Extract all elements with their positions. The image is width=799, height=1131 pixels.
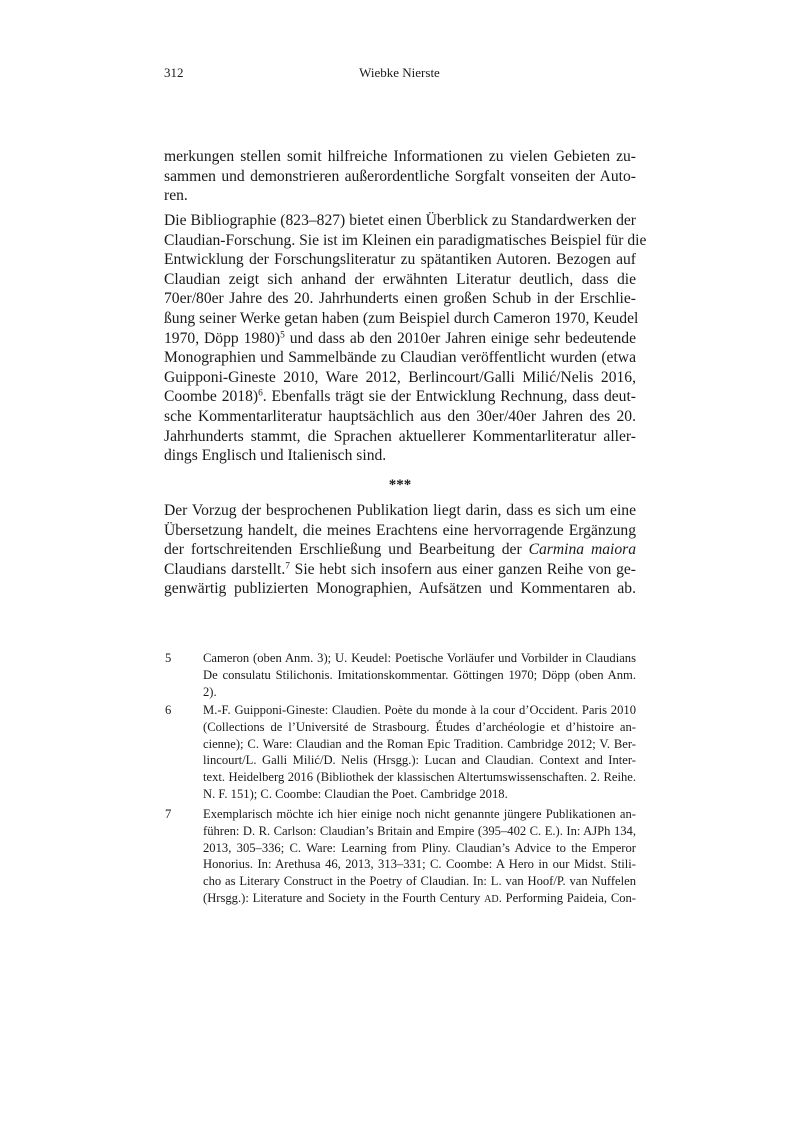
text-line [164, 540, 636, 560]
paragraph [164, 501, 636, 599]
text-line: genwärtig publizierten Monographien, Aufsätzen und Kommentaren ab. [164, 580, 636, 598]
text-segment: Coombe 2018) [164, 388, 259, 406]
text-line: Übersetzung handelt, die meines Erachtens eine hervorragende Ergänzung [164, 521, 636, 539]
text-line: ren. [164, 187, 188, 205]
text-line: M.-F. Guipponi-Gineste: Claudien. Poète du monde à la cour d’Occident. Paris 2010 [203, 703, 636, 717]
text-line: De consulatu Stilichonis. Imitationskommentar. Göttingen 1970; Döpp (oben Anm. [203, 667, 636, 682]
text-line: Entwicklung der Forschungsliteratur zu spätantiken Autoren. Bezogen auf [164, 251, 636, 269]
section-separator: *** [388, 477, 412, 493]
text-segment: der fortschreitenden Erschließung und Bearbeitung der [164, 541, 529, 559]
text-line: dings Englisch und Italienisch sind. [164, 447, 387, 465]
paragraph [164, 211, 647, 466]
text-line: Der Vorzug der besprochenen Publikation liegt darin, dass es sich um eine [164, 502, 636, 519]
footnote-ref: 6 [258, 388, 263, 399]
footnote-number: 5 [165, 651, 172, 665]
page-number: 312 [164, 65, 184, 80]
text-segment: . Ebenfalls trägt sie der Entwicklung Rechnung, dass deut- [262, 388, 636, 406]
text-segment: Claudians darstellt. [164, 560, 286, 578]
text-line: Claudian-Forschung. Sie ist im Kleinen ein paradigmatisches Beispiel für die [164, 231, 647, 249]
footnote-number: 7 [165, 807, 172, 821]
text-line: führen: D. R. Carlson: Claudian’s Britain and Empire (395–402 C. E.). In: AJPh 134, [203, 823, 636, 838]
text-line: Honorius. In: Arethusa 46, 2013, 313–331; C. Coombe: A Hero in our Midst. Stili- [203, 857, 636, 872]
text-line: N. F. 151); C. Coombe: Claudian the Poet. Cambridge 2018. [203, 786, 508, 801]
italic-text: Carmina maiora [528, 541, 637, 559]
text-line: 2). [203, 684, 217, 699]
text-line: (Collections de l’Université de Strasbourg. Études d’archéologie et d’histoire an- [203, 719, 636, 734]
text-segment: AD [484, 893, 499, 905]
text-segment: (Hrsgg.): Literature and Society in the Fourth Century [203, 890, 485, 905]
text-line: 70er/80er Jahre des 20. Jahrhunderts einen großen Schub in der Erschlie- [164, 290, 636, 308]
text-line: Jahrhunderts stammt, die Sprachen aktuellerer Kommentarliteratur aller- [164, 427, 636, 445]
text-line [164, 329, 636, 349]
text-line: Monographien und Sammelbände zu Claudian veröffentlicht wurden (etwa [164, 349, 636, 367]
text-line: sammen und demonstrieren außerordentliche Sorgfalt vonseiten der Auto- [164, 167, 636, 185]
footnote-text [203, 806, 636, 909]
text-line [164, 560, 636, 580]
text-line: Claudian zeigt sich anhand der erwähnten Literatur deutlich, dass die [164, 270, 636, 288]
footnote-number: 6 [165, 703, 172, 717]
text-line: Guipponi-Gineste 2010, Ware 2012, Berlincourt/Galli Milić/Nelis 2016, [164, 368, 636, 386]
text-line: cienne); C. Ware: Claudian and the Roman Epic Tradition. Cambridge 2012; V. Ber- [203, 736, 636, 751]
text-line: ßung seiner Werke getan haben (zum Beispiel durch Cameron 1970, Keudel [164, 309, 639, 327]
text-line: Die Bibliographie (823–827) bietet einen Überblick zu Standardwerken der [164, 212, 636, 229]
text-line: Exemplarisch möchte ich hier einige noch nicht genannte jüngere Publikationen an- [203, 807, 636, 821]
text-line: Cameron (oben Anm. 3); U. Keudel: Poetische Vorläufer und Vorbilder in Claudians [203, 651, 636, 665]
text-line: text. Heidelberg 2016 (Bibliothek der klassischen Altertumswissenschaften. 2. Reihe. [203, 770, 636, 785]
text-segment: . Performing Paideia, Con- [498, 890, 637, 905]
text-line [203, 890, 636, 909]
text-line: lincourt/L. Galli Milić/D. Nelis (Hrsgg.): Lucan and Claudian. Context and Inter- [203, 753, 636, 768]
text-segment: 1970, Döpp 1980) [164, 329, 281, 347]
text-line: cho as Literary Construct in the Poetry of Claudian. In: L. van Hoof/P. van Nuffelen [203, 874, 636, 889]
text-line: 2013, 305–336; C. Ware: Learning from Pliny. Claudian’s Advice to the Emperor [203, 840, 636, 855]
text-line: merkungen stellen somit hilfreiche Informationen zu vielen Gebieten zu- [164, 148, 636, 165]
footnote-ref: 7 [285, 561, 290, 572]
footnote-text [203, 702, 636, 803]
text-line [164, 387, 636, 407]
paragraph [164, 147, 636, 206]
running-head: Wiebke Nierste [359, 65, 440, 80]
text-line: sche Kommentarliteratur hauptsächlich aus den 30er/40er Jahren des 20. [164, 407, 636, 425]
text-segment: Sie hebt sich insofern aus einer ganzen Reihe von ge- [289, 560, 636, 578]
footnote-ref: 5 [280, 329, 285, 340]
footnote-text [203, 650, 636, 700]
text-segment: und dass ab den 2010er Jahren einige sehr bedeutende [284, 329, 636, 347]
